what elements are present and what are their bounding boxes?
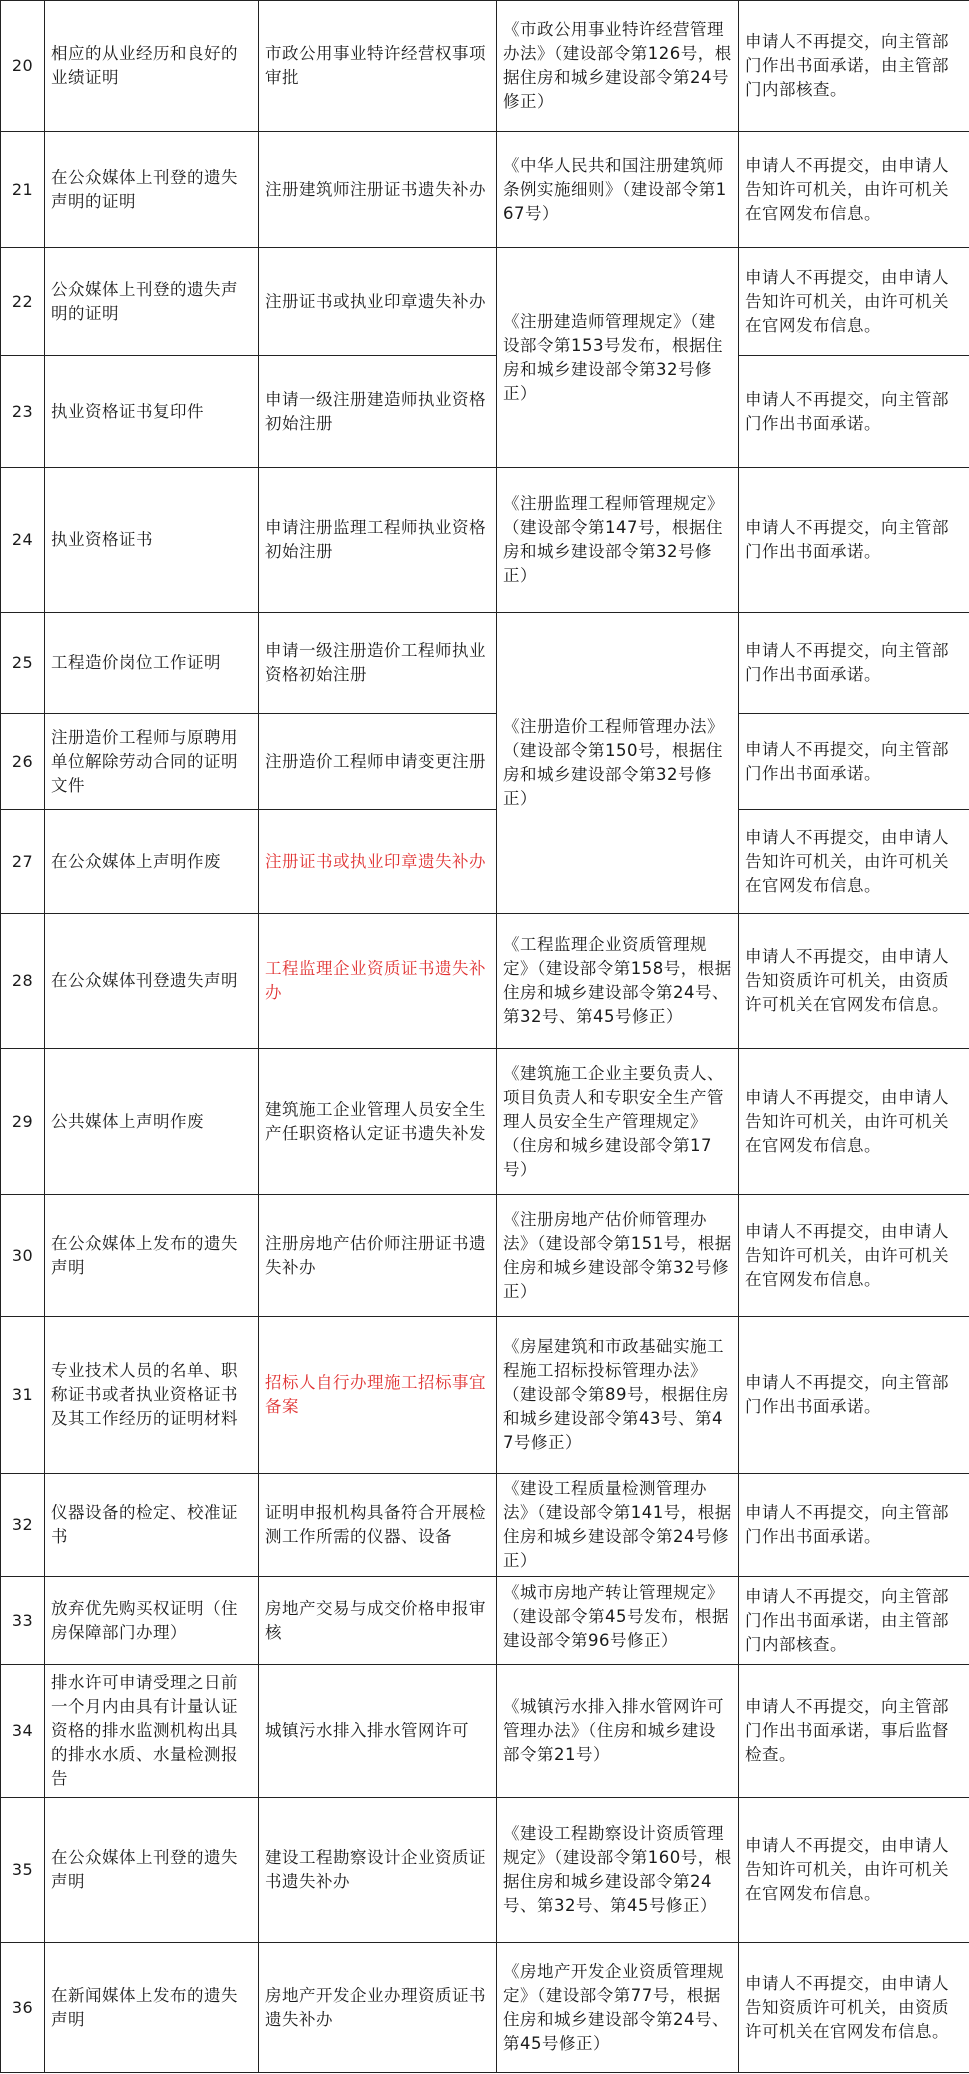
table-row [1,1317,969,1474]
method-cell: 申请人不再提交，向主管部门作出书面承诺。 [739,1317,969,1474]
basis-cell: 《工程监理企业资质管理规定》（建设部令第158号，根据住房和城乡建设部令第24号、第32号、第45号修正） [497,914,739,1049]
table-row [1,1049,969,1195]
material-cell: 在新闻媒体上发布的遗失声明 [45,1943,259,2073]
method-cell: 申请人不再提交，由申请人告知资质许可机关，由资质许可机关在官网发布信息。 [739,1943,969,2073]
row-number: 22 [1,248,45,356]
method-cell: 申请人不再提交，向主管部门作出书面承诺。 [739,613,969,714]
table-row [1,714,969,810]
material-cell: 专业技术人员的名单、职称证书或者执业资格证书及其工作经历的证明材料 [45,1317,259,1474]
material-cell: 注册造价工程师与原聘用单位解除劳动合同的证明文件 [45,714,259,810]
item-cell: 房地产开发企业办理资质证书遗失补办 [259,1943,497,2073]
row-number: 32 [1,1474,45,1577]
row-number: 27 [1,810,45,914]
item-cell: 注册房地产估价师注册证书遗失补办 [259,1195,497,1317]
table-row [1,1665,969,1798]
basis-cell: 《中华人民共和国注册建筑师条例实施细则》（建设部令第167号） [497,132,739,248]
method-cell: 申请人不再提交，向主管部门作出书面承诺。 [739,714,969,810]
item-cell: 申请一级注册造价工程师执业资格初始注册 [259,613,497,714]
basis-cell: 《建筑施工企业主要负责人、项目负责人和专职安全生产管理人员安全生产管理规定》（住房和城乡建设部令第17号） [497,1049,739,1195]
material-cell: 在公众媒体刊登遗失声明 [45,914,259,1049]
material-cell: 工程造价岗位工作证明 [45,613,259,714]
table-row [1,132,969,248]
table-row [1,1577,969,1665]
method-cell: 申请人不再提交，由申请人告知许可机关，由许可机关在官网发布信息。 [739,132,969,248]
row-number: 23 [1,356,45,468]
table-row [1,810,969,914]
row-number: 25 [1,613,45,714]
item-cell: 申请注册监理工程师执业资格初始注册 [259,468,497,613]
item-cell: 市政公用事业特许经营权事项审批 [259,1,497,132]
material-cell: 放弃优先购买权证明（住房保障部门办理） [45,1577,259,1665]
row-number: 26 [1,714,45,810]
basis-cell: 《市政公用事业特许经营管理办法》（建设部令第126号，根据住房和城乡建设部令第24号修正） [497,1,739,132]
basis-cell: 《房地产开发企业资质管理规定》（建设部令第77号，根据住房和城乡建设部令第24号、第45号修正） [497,1943,739,2073]
method-cell: 申请人不再提交，向主管部门作出书面承诺，由主管部门内部核查。 [739,1,969,132]
method-cell: 申请人不再提交，向主管部门作出书面承诺。 [739,468,969,613]
method-cell: 申请人不再提交，向主管部门作出书面承诺，事后监督检查。 [739,1665,969,1798]
table-row [1,468,969,613]
row-number: 29 [1,1049,45,1195]
row-number: 24 [1,468,45,613]
material-cell: 在公众媒体上发布的遗失声明 [45,1195,259,1317]
material-cell: 公共媒体上声明作废 [45,1049,259,1195]
table-row [1,1943,969,2073]
item-cell: 证明申报机构具备符合开展检测工作所需的仪器、设备 [259,1474,497,1577]
table-row [1,1,969,132]
material-cell: 相应的从业经历和良好的业绩证明 [45,1,259,132]
table-row [1,1195,969,1317]
basis-cell: 《建设工程质量检测管理办法》（建设部令第141号，根据住房和城乡建设部令第24号修正） [497,1474,739,1577]
method-cell: 申请人不再提交，向主管部门作出书面承诺。 [739,356,969,468]
basis-cell: 《注册建造师管理规定》（建设部令第153号发布，根据住房和城乡建设部令第32号修正） [497,248,739,468]
item-cell: 注册证书或执业印章遗失补办 [259,810,497,914]
basis-cell: 《建设工程勘察设计资质管理规定》（建设部令第160号，根据住房和城乡建设部令第24号、第32号、第45号修正） [497,1798,739,1943]
row-number: 35 [1,1798,45,1943]
method-cell: 申请人不再提交，由申请人告知许可机关，由许可机关在官网发布信息。 [739,1798,969,1943]
method-cell: 申请人不再提交，由申请人告知许可机关，由许可机关在官网发布信息。 [739,1195,969,1317]
item-cell: 城镇污水排入排水管网许可 [259,1665,497,1798]
material-cell: 执业资格证书复印件 [45,356,259,468]
row-number: 31 [1,1317,45,1474]
basis-cell: 《城镇污水排入排水管网许可管理办法》（住房和城乡建设部令第21号） [497,1665,739,1798]
material-cell: 在公众媒体上声明作废 [45,810,259,914]
method-cell: 申请人不再提交，由申请人告知许可机关，由许可机关在官网发布信息。 [739,810,969,914]
basis-cell [497,1577,739,1665]
table-row [1,356,969,468]
table-row [1,248,969,356]
method-cell: 申请人不再提交，由申请人告知许可机关，由许可机关在官网发布信息。 [739,248,969,356]
item-cell: 申请一级注册建造师执业资格初始注册 [259,356,497,468]
row-number: 33 [1,1577,45,1665]
row-number: 36 [1,1943,45,2073]
table-row [1,914,969,1049]
item-cell: 招标人自行办理施工招标事宜备案 [259,1317,497,1474]
material-cell: 在公众媒体上刊登的遗失声明的证明 [45,132,259,248]
table-row [1,1798,969,1943]
material-cell: 公众媒体上刊登的遗失声明的证明 [45,248,259,356]
row-number: 21 [1,132,45,248]
material-cell: 在公众媒体上刊登的遗失声明 [45,1798,259,1943]
basis-cell: 《注册房地产估价师管理办法》（建设部令第151号，根据住房和城乡建设部令第32号修正） [497,1195,739,1317]
basis-cell: 《房屋建筑和市政基础实施工程施工招标投标管理办法》（建设部令第89号，根据住房和城乡建设部令第43号、第47号修正） [497,1317,739,1474]
row-number: 28 [1,914,45,1049]
table-row [1,1474,969,1577]
material-cell: 排水许可申请受理之日前一个月内由具有计量认证资格的排水监测机构出具的排水水质、水量检测报告 [45,1665,259,1798]
item-cell: 注册建筑师注册证书遗失补办 [259,132,497,248]
item-cell: 注册造价工程师申请变更注册 [259,714,497,810]
row-number: 30 [1,1195,45,1317]
basis-cell: 《注册造价工程师管理办法》（建设部令第150号，根据住房和城乡建设部令第32号修正） [497,613,739,914]
item-cell: 建设工程勘察设计企业资质证书遗失补办 [259,1798,497,1943]
material-cell: 仪器设备的检定、校准证书 [45,1474,259,1577]
item-cell: 注册证书或执业印章遗失补办 [259,248,497,356]
item-cell: 工程监理企业资质证书遗失补办 [259,914,497,1049]
method-cell: 申请人不再提交，由申请人告知资质许可机关，由资质许可机关在官网发布信息。 [739,914,969,1049]
basis-cell: 《注册监理工程师管理规定》（建设部令第147号，根据住房和城乡建设部令第32号修正） [497,468,739,613]
item-cell: 房地产交易与成交价格申报审核 [259,1577,497,1665]
basis-cell-text: 《城市房地产转让管理规定》（建设部令第45号发布，根据建设部令第96号修正） [503,1582,729,1650]
method-cell: 申请人不再提交，向主管部门作出书面承诺。 [739,1474,969,1577]
table-row [1,613,969,714]
method-cell: 申请人不再提交，向主管部门作出书面承诺，由主管部门内部核查。 [739,1577,969,1665]
row-number: 20 [1,1,45,132]
material-cell: 执业资格证书 [45,468,259,613]
item-cell: 建筑施工企业管理人员安全生产任职资格认定证书遗失补发 [259,1049,497,1195]
method-cell: 申请人不再提交，由申请人告知许可机关，由许可机关在官网发布信息。 [739,1049,969,1195]
row-number: 34 [1,1665,45,1798]
